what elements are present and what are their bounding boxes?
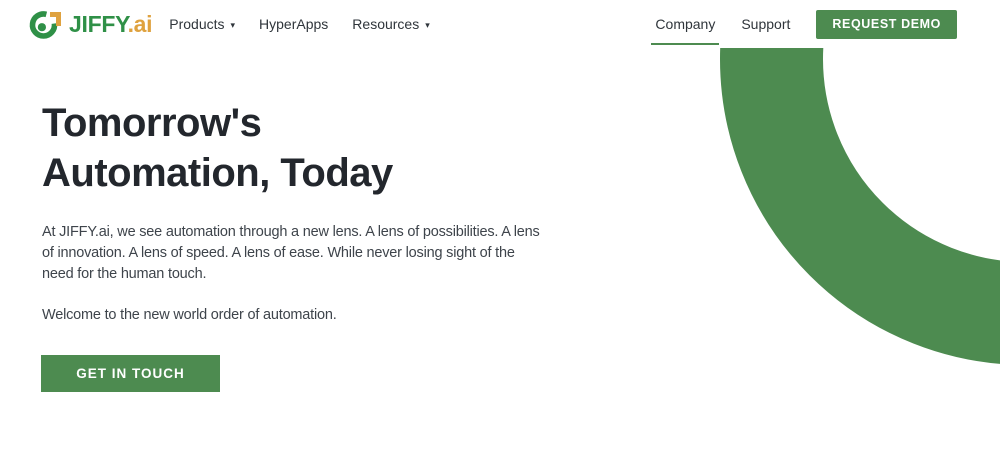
hero-title-line1: Tomorrow's (42, 101, 262, 145)
brand-suffix: .ai (127, 10, 153, 37)
hero-title (42, 98, 393, 198)
hero-paragraph: At JIFFY.ai, we see automation through a new lens. A lens of possibilities. A lens of innovation. A lens of speed. A lens of ease. While never losing sight of the need for the human touch. (42, 224, 540, 282)
nav-item-company[interactable]: Company (655, 16, 716, 32)
hero-paragraph-welcome: Welcome to the new world order of automation. (42, 307, 337, 323)
chevron-down-icon: ▾ (230, 20, 236, 30)
nav-item-support[interactable]: Support (741, 16, 791, 32)
green-arc-decoration (720, 48, 1000, 365)
brand-name: JIFFY.ai (69, 10, 153, 37)
secondary-nav (655, 10, 957, 39)
nav-item-resources[interactable]: Resources ▾ (352, 16, 430, 32)
brand-logo[interactable] (29, 7, 152, 41)
header (0, 0, 1000, 48)
get-in-touch-button[interactable]: GET IN TOUCH (41, 355, 220, 392)
hero-section (0, 48, 1000, 468)
chevron-down-icon: ▾ (425, 20, 430, 30)
nav-item-hyperapps[interactable]: HyperApps (259, 16, 329, 32)
hero-title-line2: Automation, Today (42, 151, 393, 195)
main-nav (169, 16, 430, 32)
nav-item-products[interactable]: Products ▾ (169, 16, 236, 32)
jiffy-logo-icon (29, 7, 63, 41)
request-demo-button[interactable]: REQUEST DEMO (816, 10, 957, 39)
